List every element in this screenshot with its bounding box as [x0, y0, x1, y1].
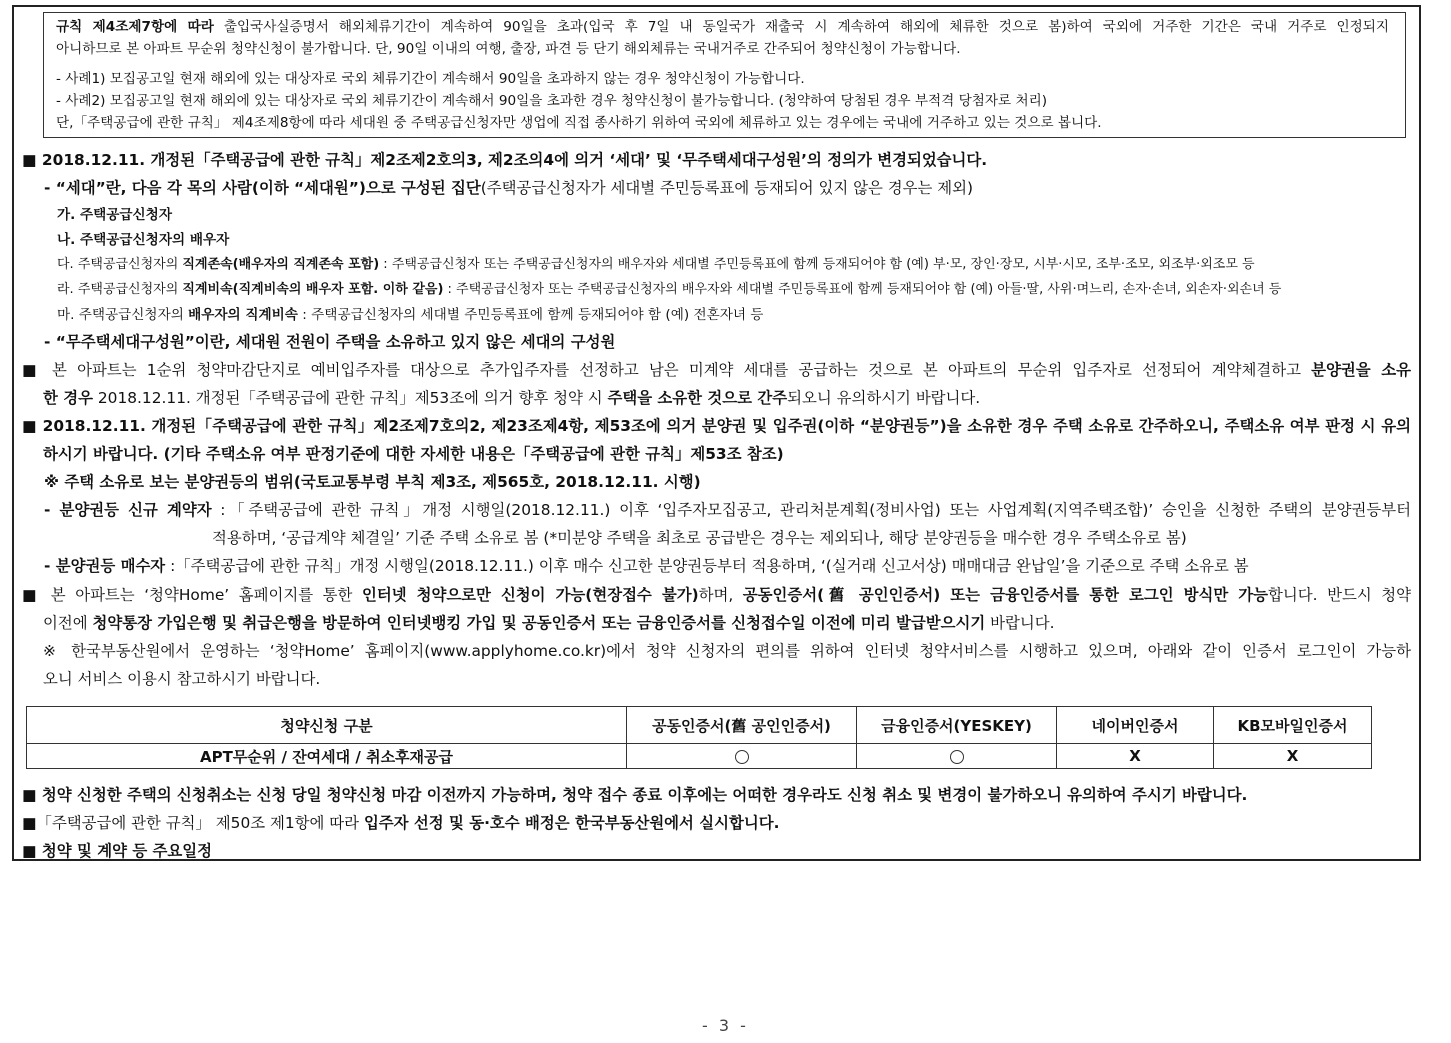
section-title: 2018.12.11. 개정된「주택공급에 관한 규칙」제2조제2호의3, 제2조의4에 의거 ‘세대’ 및 ‘무주택세대구성원’의 정의가 변경되었습니다. — [41, 151, 988, 169]
bullet-icon: ■ — [22, 586, 42, 604]
section-online-line-2 — [43, 615, 1055, 633]
row-label: APT무순위 / 잔여세대 / 취소후재공급 — [27, 744, 627, 769]
definition-bold: - “세대”란, 다음 각 목의 사람(이하 “세대원”)으로 구성된 집단 — [44, 179, 481, 197]
section-rights-line-1 — [22, 418, 1411, 436]
buyer-label: - 분양권등 매수자 — [44, 557, 166, 575]
table-header-row — [27, 707, 1372, 744]
item-ma-bold: 배우자의 직계비속 — [188, 307, 298, 323]
item-ma-prefix: 마. 주택공급신청자의 — [57, 307, 189, 323]
circle-icon — [950, 750, 964, 764]
bullet-icon: ■ — [22, 842, 37, 860]
presale-bold: 분양권을 소유 — [1311, 361, 1412, 379]
presale-text: 본 아파트는 1순위 청약마감단지로 예비입주자를 대상으로 추가입주자를 선정하고 남은 미계약 세대를 공급하는 것으로 본 아파트의 무순위 입주자로 선정되어 계약체결하고 — [41, 361, 1312, 379]
cancel-text: 청약 신청한 주택의 신청취소는 신청 당일 청약신청 마감 이전까지 가능하며, 청약 접수 종료 이후에는 어떠한 경우라도 신청 취소 및 변경이 불가하오니 유의하여 주시기 바랍니다. — [36, 786, 1248, 804]
assignment-bold: 입주자 선정 및 동·호수 배정은 한국부동산원에서 실시합니다. — [363, 814, 780, 832]
section-rights-line-2: 하시기 바랍니다. (기타 주택소유 여부 판정기준에 대한 자세한 내용은「주택공급에 관한 규칙」제53조 참조) — [43, 445, 784, 463]
table-row — [27, 744, 1372, 769]
item-ra-prefix: 라. 주택공급신청자의 — [57, 282, 183, 297]
online-text-2: 하며, — [698, 586, 743, 604]
header-financial-cert: 금융인증서(YESKEY) — [857, 707, 1057, 744]
item-ra-detail: : 주택공급신청자 또는 주택공급신청자의 배우자와 세대별 주민등록표에 함께 등재되어야 함 (예) 아들·딸, 사위·며느리, 손자·손녀, 외손자·외손녀 등 — [443, 282, 1282, 297]
item-da-prefix: 다. 주택공급신청자의 — [57, 257, 183, 272]
naver-cert-unavailable: X — [1057, 744, 1214, 769]
page-number: - 3 - — [702, 1016, 749, 1035]
online-text-5: 바랍니다. — [985, 614, 1055, 632]
presale-text-3: 되오니 유의하시기 바랍니다. — [787, 389, 981, 407]
header-naver-cert: 네이버인증서 — [1057, 707, 1214, 744]
item-ra — [57, 283, 1281, 298]
assignment-text: 「주택공급에 관한 규칙」 제50조 제1항에 따라 — [36, 814, 364, 832]
item-da-detail: : 주택공급신청자 또는 주택공급신청자의 배우자와 세대별 주민등록표에 함께 등재되어야 함 (예) 부·모, 장인·장모, 시부·시모, 조부·조모, 외조부·외조모 등 — [379, 257, 1255, 272]
new-contractor-line-1 — [44, 502, 1411, 520]
presale-bold-3: 주택을 소유한 것으로 간주 — [607, 389, 788, 407]
definition-note: (주택공급신청자가 세대별 주민등록표에 등재되어 있지 않은 경우는 제외) — [480, 179, 973, 197]
section-presale-line-1 — [22, 362, 1411, 380]
financial-cert-available — [857, 744, 1057, 769]
schedule-text: 청약 및 계약 등 주요일정 — [36, 842, 213, 860]
applyhome-note-1: ※ 한국부동산원에서 운영하는 ‘청약Home’ 홈페이지(www.applyhome.co.kr)에서 청약 신청자의 편의를 위하여 인터넷 청약서비스를 시행하고 있으며, 아래와 같이 인증서 로그인이 가능하 — [43, 642, 1411, 660]
buyer-line — [44, 558, 1249, 576]
rule-ref: 규칙 제4조제7항에 따라 — [56, 19, 214, 35]
header-kb-cert: KB모바일인증서 — [1214, 707, 1372, 744]
presale-text-2: 2018.12.11. 개정된「주택공급에 관한 규칙」제53조에 의거 향후 청약 시 — [92, 389, 608, 407]
note-line-5: 단,「주택공급에 관한 규칙」 제4조제8항에 따라 세대원 중 주택공급신청자만 생업에 직접 종사하기 위하여 국외에 체류하고 있는 경우에는 국내에 거주하고 있는 것으로 봅니다. — [56, 115, 1102, 131]
header-joint-cert: 공동인증서(舊 공인인증서) — [627, 707, 857, 744]
section-presale-line-2 — [43, 390, 980, 408]
section-online-line-1 — [22, 587, 1411, 605]
online-bold-2: 공동인증서(舊 공인인증서) 또는 금융인증서를 통한 로그인 방식만 가능 — [742, 586, 1269, 604]
note-line-2: 아니하므로 본 아파트 무순위 청약신청이 불가합니다. 단, 90일 이내의 여행, 출장, 파견 등 단기 해외체류는 국내거주로 간주되어 청약신청이 가능합니다. — [56, 41, 961, 57]
item-na-text: 나. 주택공급신청자의 배우자 — [57, 232, 230, 248]
bullet-icon: ■ — [22, 814, 37, 832]
new-contractor-label: - 분양권등 신규 계약자 — [44, 501, 212, 519]
online-bold-3: 청약통장 가입은행 및 취급은행을 방문하여 인터넷뱅킹 가입 및 공동인증서 또는 금융인증서를 신청접수일 이전에 미리 발급받으시기 — [92, 614, 986, 632]
bullet-icon: ■ — [22, 417, 37, 435]
kb-cert-unavailable: X — [1214, 744, 1372, 769]
online-text-3: 합니다. 반드시 청약 — [1268, 586, 1411, 604]
note-text: 출입국사실증명서 해외체류기간이 계속하여 90일을 초과(입국 후 7일 내 동일국가 재출국 시 계속하여 해외에 체류한 것으로 봄)하여 국외에 거주한 기간은 국내 거주로 인정되지 — [213, 19, 1389, 35]
header-category: 청약신청 구분 — [27, 707, 627, 744]
item-ma-detail: : 주택공급신청자의 세대별 주민등록표에 함께 등재되어야 함 (예) 전혼자녀 등 — [297, 307, 764, 323]
example-2: - 사례2) 모집공고일 현재 해외에 있는 대상자로 국외 체류기간이 계속해서 90일을 초과한 경우 청약신청이 불가능합니다. (청약하여 당첨된 경우 부적격 당첨자로 처리) — [56, 93, 1048, 109]
item-da — [57, 258, 1255, 273]
note-line-1 — [56, 20, 1389, 36]
bullet-icon: ■ — [22, 151, 37, 169]
item-ga-text: 가. 주택공급신청자 — [57, 207, 172, 223]
online-bold-1: 인터넷 청약으로만 신청이 가능(현장접수 불가) — [361, 586, 699, 604]
item-ra-bold: 직계비속(직계비속의 배우자 포함. 이하 같음) — [182, 282, 444, 297]
cancel-notice — [22, 787, 1247, 805]
item-na — [57, 233, 229, 249]
online-text-1: 본 아파트는 ‘청약Home’ 홈페이지를 통한 — [41, 586, 362, 604]
buyer-text: :「주택공급에 관한 규칙」개정 시행일(2018.12.11.) 이후 매수 신고한 분양권등부터 적용하며, ‘(실거래 신고서상) 매매대금 완납일’을 기준으로 주택 소유로 봄 — [165, 557, 1249, 575]
bullet-icon: ■ — [22, 786, 37, 804]
section-household-title — [22, 152, 987, 170]
new-contractor-line-2: 적용하며, ‘공급계약 체결일’ 기준 주택 소유로 봄 (*미분양 주택을 최초로 공급받은 경우는 제외되나, 해당 분양권등을 매수한 경우 주택소유로 봄) — [212, 529, 1187, 547]
presale-bold-2: 한 경우 — [43, 389, 93, 407]
applyhome-note-2: 오니 서비스 이용시 참고하시기 바랍니다. — [43, 670, 321, 688]
item-ga — [57, 208, 172, 224]
household-definition — [44, 180, 973, 198]
bullet-icon: ■ — [22, 361, 42, 379]
joint-cert-available — [627, 744, 857, 769]
online-text-4: 이전에 — [43, 614, 93, 632]
circle-icon — [735, 750, 749, 764]
certificate-table — [26, 706, 1372, 769]
item-ma — [57, 308, 763, 324]
homeless-definition: - “무주택세대구성원”이란, 세대원 전원이 주택을 소유하고 있지 않은 세대의 구성원 — [44, 333, 616, 351]
new-contractor-text: :「주택공급에 관한 규칙」개정 시행일(2018.12.11.) 이후 ‘입주자모집공고, 관리처분계획(정비사업) 또는 사업계획(지역주택조합)’ 승인을 신청한 주택의 분양권등부터 — [211, 501, 1411, 519]
rights-scope-note: ※ 주택 소유로 보는 분양권등의 범위(국토교통부령 부칙 제3조, 제565호, 2018.12.11. 시행) — [44, 473, 701, 491]
item-da-bold: 직계존속(배우자의 직계존속 포함) — [182, 257, 380, 272]
assignment-notice — [22, 815, 779, 833]
example-1: - 사례1) 모집공고일 현재 해외에 있는 대상자로 국외 체류기간이 계속해서 90일을 초과하지 않는 경우 청약신청이 가능합니다. — [56, 71, 805, 87]
schedule-heading — [22, 843, 212, 861]
rights-text: 2018.12.11. 개정된「주택공급에 관한 규칙」제2조제7호의2, 제23조제4항, 제53조에 의거 분양권 및 입주권(이하 “분양권등”)을 소유한 경우 주택 소유로 간주하오니, 주택소유 여부 판정 시 유의 — [36, 417, 1411, 435]
